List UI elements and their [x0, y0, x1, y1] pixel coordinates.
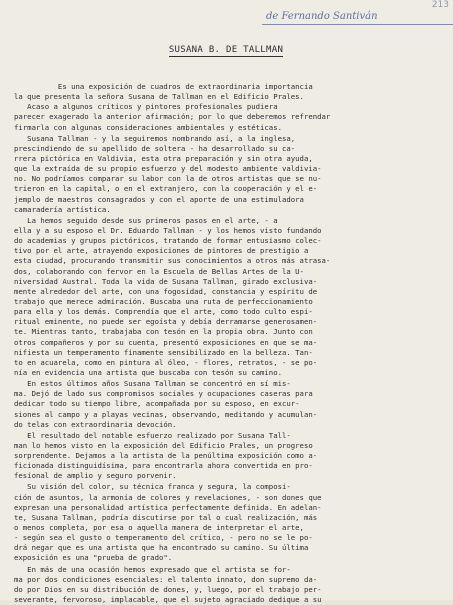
text-line: rrera pictórica en Valdivia, esta otra preparación y sin otra ayuda,	[14, 153, 313, 163]
text-line: do telas con extraordinaria devoción.	[14, 419, 177, 429]
text-line: En estos últimos años Susana Tallman se concentró en sí mis-	[14, 379, 291, 389]
text-line: fesional de amplio y seguro porvenir.	[14, 471, 177, 481]
text-line: trabajo que merece admiración. Buscaba una ruta de perfeccionamiento	[14, 296, 313, 306]
text-line: otros compañeros y por su cuenta, presentó exposiciones en que se ma-	[14, 337, 318, 347]
text-line: jemplo de maestros consagrados y con el aporte de una estimuladora	[14, 194, 304, 204]
handwritten-underline	[262, 24, 453, 25]
text-line: Acaso a algunos críticos y pintores profesionales pudiera	[14, 102, 278, 112]
handwritten-note: de Fernando Santiván	[262, 10, 453, 26]
text-line: to en acuarela, como en pintura al óleo, - flores, retratos, - se po-	[14, 357, 318, 367]
text-line: nifiesta un temperamento finamente sensibilizado en la belleza. Tan-	[14, 347, 313, 357]
text-line: la que presenta la señora Susana de Tallman en el Edificio Prales.	[14, 92, 304, 102]
text-line: sorprendente. Dejamos a la artista de la penúltima exposición como a-	[14, 451, 318, 461]
text-line: ma. Dejó de lado sus compromisos sociales y ocupaciones caseras para	[14, 389, 313, 399]
text-line: prescindiendo de su apellido de soltera - ha desarrollado su ca-	[14, 143, 296, 153]
text-line: do por Dios en su distribución de dones, y, luego, por el trabajo per-	[14, 584, 322, 594]
text-line: o menos completa, por esa o aquella manera de interpretar el arte,	[14, 523, 304, 533]
text-line: drá negar que es una artista que ha encontrado su camino. Su última	[14, 543, 309, 553]
text-line: esta ciudad, procurando transmitir sus conocimientos a otros más atrasa-	[14, 256, 331, 266]
text-line: nía en evidencia una artista que buscaba con tesón su camino.	[14, 367, 282, 377]
text-line: do academias y grupos pictóricos, tratando de formar entusiasmo colec-	[14, 236, 322, 246]
text-line: La hemos seguido desde sus primeros pasos en el arte, - a	[14, 215, 278, 225]
text-line: severante, fervoroso, implacable, que el sujeto agraciado dedique a su	[14, 595, 322, 605]
text-line: expresan una personalidad artística perfectamente definida. En adelan-	[14, 502, 322, 512]
text-line: tivo por el arte, atrayendo exposiciones de pintores de prestigio a	[14, 246, 309, 256]
document-body	[14, 82, 444, 605]
text-line: ficionada distinguidísima, para encontrarla ahora convertida en pro-	[14, 461, 313, 471]
text-line: no. No podríamos comparar su labor con la de otros artistas que se nu-	[14, 174, 322, 184]
text-line: ritual eminente, no puede ser egoísta y debía derramarse generosamen-	[14, 317, 318, 327]
text-line: trieron en la capital, o en el extranjero, con la cooperación y el e-	[14, 184, 318, 194]
text-line: te, Susana Tallman, podría discutirse por tal o cual realización, más	[14, 512, 318, 522]
text-line: ella y a su esposo el Dr. Eduardo Tallman - y los hemos visto fundando	[14, 225, 322, 235]
text-line: exposición es una "prueba de grado".	[14, 553, 173, 563]
text-line: - según sea el gusto o temperamento del crítico, - pero no se le po-	[14, 533, 313, 543]
text-line: El resultado del notable esfuerzo realizado por Susana Tall-	[14, 430, 291, 440]
page-number-mark: 213	[431, 0, 449, 10]
text-line: ma por dos condiciones esenciales: el talento innato, don supremo da-	[14, 574, 318, 584]
text-line: Susana Tallman - y la seguiremos nombrando así, a la inglesa,	[14, 133, 296, 143]
text-line: ción de asuntos, la armonía de colores y revelaciones, - son dones que	[14, 492, 322, 502]
text-line: En más de una ocasión hemos expresado que el artista se for-	[14, 564, 291, 574]
text-line: man lo hemos visto en la exposición del Edificio Prales, un progreso	[14, 440, 313, 450]
text-line: niversidad Austral. Toda la vida de Susana Tallman, girado exclusiva-	[14, 276, 318, 286]
text-line: dos, colaborando con fervor en la Escuela de Bellas Artes de la U-	[14, 266, 304, 276]
document-title: SUSANA B. DE TALLMAN	[168, 45, 284, 55]
text-line: Su visión del color, su técnica franca y segura, la composi-	[14, 482, 291, 492]
text-line: te. Mientras tanto, trabajaba con tesón en la propia obra. Junto con	[14, 327, 313, 337]
text-line: mente alrededor del arte, con una fogosidad, constancia y espíritu de	[14, 286, 318, 296]
text-line: Es una exposición de cuadros de extraordinaria importancia	[14, 82, 313, 91]
text-line: dedicar todo su tiempo libre, acompañada por su esposo, en excur-	[14, 399, 300, 409]
text-line: firmarla con algunas consideraciones ambientales y estéticas.	[14, 122, 282, 132]
text-line: siones al campo y a playas vecinas, observando, meditando y acumulan-	[14, 409, 318, 419]
text-line: parecer exagerado la anterior afirmación; por lo que deberemos refrendar	[14, 112, 331, 122]
text-line: para ella y los demás. Comprendía que el arte, como todo culto espi-	[14, 307, 313, 317]
text-line: camaradería artística.	[14, 204, 111, 214]
text-line: que la extraída de su propio esfuerzo y del modesto ambiente valdivia-	[14, 164, 322, 174]
